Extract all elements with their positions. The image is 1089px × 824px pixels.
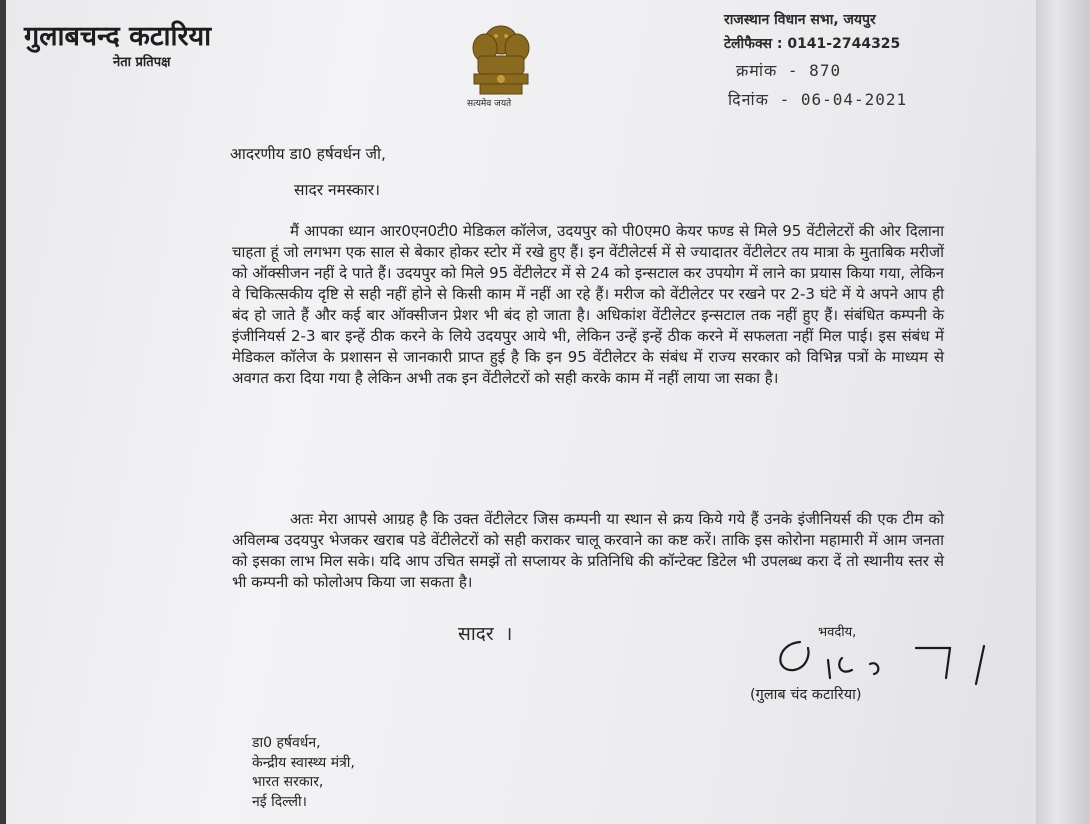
salutation: आदरणीय डा0 हर्षवर्धन जी,: [230, 145, 386, 163]
recipient-line-3: भारत सरकार,: [252, 774, 324, 790]
reference-number: क्रमांक - 870: [736, 61, 842, 80]
office-name: राजस्थान विधान सभा, जयपुर: [724, 12, 876, 28]
signature: [770, 634, 1036, 688]
letter-date: दिनांक - 06-04-2021: [728, 90, 908, 109]
recipient-line-2: केन्द्रीय स्वास्थ्य मंत्री,: [252, 754, 355, 771]
telefax-number: टेलीफैक्स : 0141-2744325: [724, 36, 901, 52]
recipient-line-1: डा0 हर्षवर्धन,: [252, 735, 321, 751]
author-name: गुलाबचन्द कटारिया: [24, 21, 212, 52]
author-title: नेता प्रतिपक्ष: [113, 55, 171, 70]
signatory-name: (गुलाब चंद कटारिया): [750, 687, 862, 703]
body-paragraph-1: मैं आपका ध्यान आर0एन0टी0 मेडिकल कॉलेज, उदयपुर को पी0एम0 केयर फण्ड से मिले 95 वेंटीलेटरों की ओर दिलाना चाहता हूं जो लगभग एक साल से बेकार होकर स्टोर में रखे हुए हैं। इन वेंटीलेटर्स में से ज्यादातर वेंटीलेटर तय मात्रा के मुताबिक मरीजों को ऑक्सीजन नहीं दे पाते हैं। उदयपुर को मिले 95 वेंटीलेटर में से 24 को इन्सटाल कर उपयोग में लाने का प्रयास किया गया, लेकिन वे चिकित्सकीय दृष्टि से सही नहीं होने से किसी काम में नहीं आ रहे हैं। मरीज को वेंटीलेटर पर रखने पर 2-3 घंटे में ये अपने आप ही बंद हो जाते हैं और कई बार ऑक्सीजन प्रेशर भी बंद हो जाता है। अधिकांश वेंटीलेटर इन्सटाल तक नहीं हुए हैं। संबंधित कम्पनी के इंजीनियर्स 2-3 बार इन्हें ठीक करने के लिये उदयपुर आये भी, लेकिन उन्हें इन्हें ठीक करने में सफलता नहीं मिल पाई। इस संबंध में मेडिकल कॉलेज के प्रशासन से जानकारी प्राप्त हुई है कि इन 95 वेंटीलेटर के संबंध में राज्य सरकार को विभिन्न पत्रों के माध्यम से अवगत करा दिया गया है लेकिन अभी तक इन वेंटीलेटरों को सही करके काम में नहीं लाया जा सका है।: [232, 222, 944, 387]
body-paragraph-2: अतः मेरा आपसे आग्रह है कि उक्त वेंटीलेटर जिस कम्पनी या स्थान से क्रय किये गये हैं उनके इंजीनियर्स की एक टीम को अविलम्ब उदयपुर भेजकर खराब पडे वेंटीलेटरों को सही कराकर चालू करवाने का कष्ट करें। ताकि इस कोरोना महामारी में आम जनता को इसका लाभ मिल सके। यदि आप उचित समझें तो सप्लायर के प्रतिनिधि की कॉन्टेक्ट डिटेल भी उपलब्ध करा दें तो स्थानीय स्तर से भी कम्पनी को फोलोअप किया जा सकता है।: [232, 510, 944, 591]
recipient-line-4: नई दिल्ली।: [252, 793, 307, 810]
letter-page: [6, 0, 1036, 824]
emblem-motto: सत्यमेव जयते: [467, 99, 512, 109]
office-address: [724, 8, 900, 56]
greeting: सादर नमस्कार।: [294, 181, 381, 199]
closing-sadar: सादर ।: [458, 623, 513, 645]
yours-faithfully: भवदीय,: [818, 625, 857, 640]
page-edge: [1036, 0, 1089, 824]
recipient-address: [252, 734, 355, 812]
